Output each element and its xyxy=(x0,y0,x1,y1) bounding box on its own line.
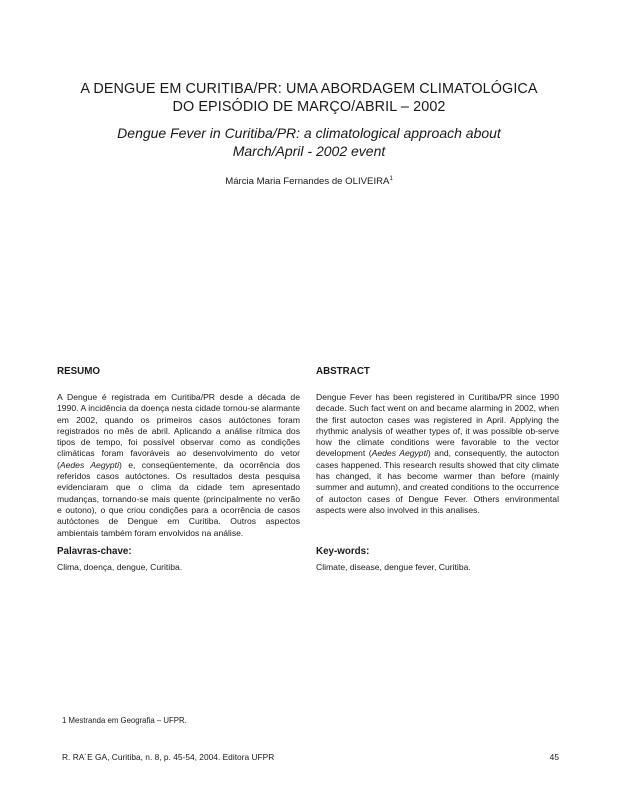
resumo-body xyxy=(57,392,300,539)
abstract-section xyxy=(316,366,559,378)
author-name: Márcia Maria Fernandes de OLIVEIRA xyxy=(225,176,390,187)
resumo-species: Aedes Aegypti xyxy=(59,459,119,470)
resumo-heading: RESUMO xyxy=(57,366,101,377)
resumo-paragraph xyxy=(57,392,300,539)
key-words-heading: Key-words: xyxy=(316,546,370,557)
english-title xyxy=(40,124,578,160)
key-words-section xyxy=(316,546,559,558)
abstract-text-part-1: Dengue Fever has been registered in Curitiba/PR since 1990 decade. Such fact went on and became alarming in 2002, when the first autocton cases was registered in April. Applying the rhythmic analysis of weather types of, it was possible ob-serve how the climate conditions were favorable to the vector development ( xyxy=(316,392,559,459)
palavras-chave-section xyxy=(57,546,300,558)
journal-citation: R. RA´E GA, Curitiba, n. 8, p. 45-54, 2004. Editora UFPR xyxy=(62,752,275,762)
author-footnote-mark: 1 xyxy=(389,176,393,182)
article-title xyxy=(40,80,578,116)
english-title-line-2: March/April - 2002 event xyxy=(232,143,386,159)
abstract-body xyxy=(316,392,559,516)
resumo-text-part-2: ) e, conseqüentemente, da ocorrência dos referidos casos autóctones. Os resultados desta pesquisa evidenciaram que o clima da cidade tem apresentado mudanças, tornando-se mais quente (principalmente no verão e outono), o que criou condições para a ocorrência de casos autóctones de Dengue em Curitiba. Outros aspectos ambientais também foram envolvidos na análise. xyxy=(57,459,300,538)
resumo-text-part-1: A Dengue é registrada em Curitiba/PR desde a década de 1990. A incidência da doença nesta cidade tornou-se alarmante em 2002, quando os primeiros casos autóctones foram registrados no mês de abril. Aplicando a análise rítmica dos tipos de tempo, foi possível observar como as condições climáticas foram favoráveis ao desenvolvimento do vetor ( xyxy=(57,392,300,470)
title-line-1: A DENGUE EM CURITIBA/PR: UMA ABORDAGEM CLIMATOLÓGICA xyxy=(80,81,538,97)
page-number: 45 xyxy=(549,752,559,762)
footnote: 1 Mestranda em Geografia – UFPR. xyxy=(62,716,187,725)
resumo-section xyxy=(57,366,300,378)
palavras-chave-text: Clima, doença, dengue, Curitiba. xyxy=(57,562,183,572)
abstract-heading: ABSTRACT xyxy=(316,366,370,377)
key-words-body xyxy=(316,562,559,573)
palavras-chave-heading: Palavras-chave: xyxy=(57,546,132,557)
title-line-2: DO EPISÓDIO DE MARÇO/ABRIL – 2002 xyxy=(172,99,446,115)
author-line xyxy=(40,176,578,187)
abstract-species: Aedes Aegypti xyxy=(371,448,428,459)
abstract-text-part-2: ) and, consequently, the autocton cases happened. This research results showed that city climate has changed, it has become warmer than before (mainly summer and autumn), and created conditions to the occurrence of autocton cases of Dengue Fever. Others environmental aspects were also involved in this analises. xyxy=(316,448,559,515)
english-title-line-1: Dengue Fever in Curitiba/PR: a climatological approach about xyxy=(117,125,501,141)
key-words-text: Climate, disease, dengue fever, Curitiba. xyxy=(316,562,471,572)
palavras-chave-body xyxy=(57,562,300,573)
abstract-paragraph xyxy=(316,392,559,516)
